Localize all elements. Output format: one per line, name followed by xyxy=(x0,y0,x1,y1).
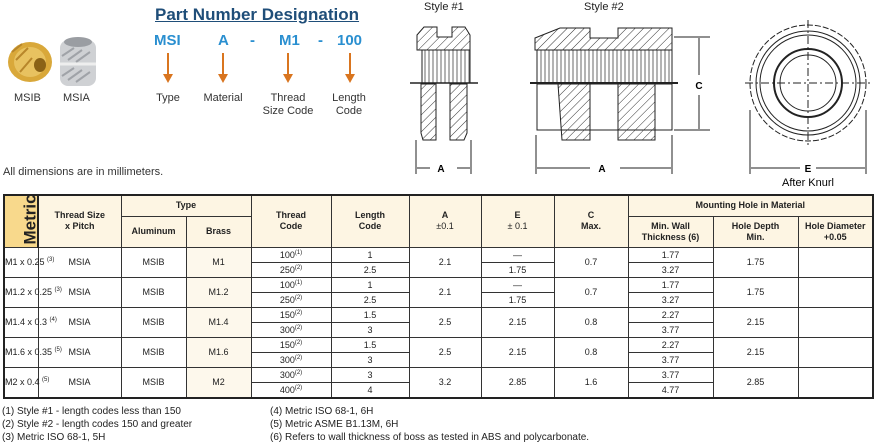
label-material: Material xyxy=(203,92,243,104)
header-thread-size: Thread Size x Pitch xyxy=(38,195,121,247)
table-row xyxy=(4,277,873,292)
cell-c: — xyxy=(481,247,554,262)
style2-label: Style #2 xyxy=(584,1,624,13)
cell-brass: MSIB xyxy=(121,247,186,277)
footnote-ref: (2) xyxy=(294,324,303,331)
header-e: E ± 0.1 xyxy=(481,195,554,247)
cell-c: 2.15 xyxy=(481,307,554,337)
cell-thread-code: M1.4 xyxy=(186,307,251,337)
header-hole-diameter: Hole Diameter +0.05 xyxy=(798,216,873,247)
cell-length-code xyxy=(251,337,331,352)
cell-c: 2.85 xyxy=(481,367,554,398)
cell-a: 4 xyxy=(331,382,409,398)
arrow-head-icon xyxy=(345,74,355,83)
cell-length-code xyxy=(251,307,331,322)
footnote-ref: (4) xyxy=(49,317,57,323)
cell-thread-code: M1.6 xyxy=(186,337,251,367)
cell-hole-depth: 3.27 xyxy=(628,292,713,307)
separator: - xyxy=(250,32,255,49)
cell-aluminum: MSIA xyxy=(38,277,121,307)
footnotes-left xyxy=(2,405,192,444)
cell-c: — xyxy=(481,277,554,292)
cell-thread-size xyxy=(4,307,57,337)
cell-brass: MSIB xyxy=(121,307,186,337)
after-knurl-label: After Knurl xyxy=(782,177,834,189)
footnote-ref: (2) xyxy=(294,354,303,361)
code-type: MSI xyxy=(154,32,181,49)
header-a: A ±0.1 xyxy=(409,195,481,247)
cell-hole-depth: 3.77 xyxy=(628,352,713,367)
product-label-msia: MSIA xyxy=(63,92,90,104)
footnote: (6) Refers to wall thickness of boss as tested in ABS and polycarbonate. xyxy=(270,432,590,443)
table-row xyxy=(4,247,873,262)
dim-a-label: A xyxy=(437,164,445,175)
cell-length-code xyxy=(251,352,331,367)
cell-thread-size xyxy=(4,367,50,398)
cell-hole-diameter: 2.85 xyxy=(713,367,798,398)
cell-length-code xyxy=(251,367,331,382)
msib-brass-insert-image xyxy=(8,42,52,82)
footnote: (3) Metric ISO 68-1, 5H xyxy=(2,432,106,443)
cell-thread-size xyxy=(4,277,62,307)
length-code-text: 300 xyxy=(279,324,295,335)
cell-length-code xyxy=(251,247,331,262)
cell-hole-diameter: 2.15 xyxy=(713,337,798,367)
footnote-ref: (2) xyxy=(294,369,303,376)
cell-thread-code: M1 xyxy=(186,247,251,277)
cell-e: 2.5 xyxy=(409,337,481,367)
cell-a: 3 xyxy=(331,367,409,382)
cell-length-code xyxy=(251,262,331,277)
cell-hole-diameter: 2.15 xyxy=(713,307,798,337)
cell-hole-diameter: 1.75 xyxy=(713,277,798,307)
footnote-ref: (2) xyxy=(294,264,303,271)
cell-a: 3 xyxy=(331,352,409,367)
msia-aluminum-insert-image xyxy=(60,37,96,86)
cell-hole-diameter: 1.75 xyxy=(713,247,798,277)
thread-size-text: M1 x 0.25 xyxy=(5,257,45,267)
dim-c-label: C xyxy=(695,81,703,92)
cell-aluminum: MSIA xyxy=(38,247,121,277)
style2-drawing xyxy=(530,28,710,174)
cell-min-wall: 0.7 xyxy=(554,277,628,307)
cell-e: 2.1 xyxy=(409,247,481,277)
cell-hole-depth: 3.77 xyxy=(628,322,713,337)
cell-e: 2.1 xyxy=(409,277,481,307)
cell-min-wall: 0.8 xyxy=(554,307,628,337)
cell-hole-depth: 3.27 xyxy=(628,262,713,277)
length-code-text: 100 xyxy=(279,249,295,260)
label-thread-size-code: Thread Size Code xyxy=(262,92,314,117)
product-photos xyxy=(2,30,102,90)
dimension-note: All dimensions are in millimeters. xyxy=(3,166,164,178)
cell-thread-size xyxy=(4,247,55,277)
header-aluminum: Aluminum xyxy=(121,216,186,247)
technical-drawings xyxy=(400,0,874,190)
metric-label: Metric xyxy=(20,194,40,245)
label-type: Type xyxy=(156,92,180,104)
cell-min-wall: 1.6 xyxy=(554,367,628,398)
cell-a: 1 xyxy=(331,247,409,262)
footnotes-right xyxy=(270,405,589,444)
cell-a: 2.5 xyxy=(331,292,409,307)
length-code-text: 100 xyxy=(279,279,295,290)
table-row xyxy=(4,337,873,352)
footnote-ref: (3) xyxy=(54,287,62,293)
thread-size-text: M1.2 x 0.25 xyxy=(5,287,53,297)
footnote-ref: (2) xyxy=(294,339,303,346)
product-label-msib: MSIB xyxy=(14,92,41,104)
dimensions-table xyxy=(3,194,874,399)
arrow-icon xyxy=(287,53,289,75)
style1-drawing xyxy=(410,27,478,174)
table-row xyxy=(4,367,873,382)
metric-band xyxy=(4,195,38,247)
style1-label: Style #1 xyxy=(424,1,464,13)
footnote-ref: (2) xyxy=(294,309,303,316)
cell-hole-depth: 4.77 xyxy=(628,382,713,398)
arrow-head-icon xyxy=(163,74,173,83)
cell-length-code xyxy=(251,322,331,337)
length-code-text: 150 xyxy=(279,309,295,320)
footnote: (1) Style #1 - length codes less than 150 xyxy=(2,406,181,417)
thread-size-text: M1.6 x 0.35 xyxy=(5,347,53,357)
cell-min-wall: 0.7 xyxy=(554,247,628,277)
cell-length-code xyxy=(251,382,331,398)
arrow-head-icon xyxy=(218,74,228,83)
footnote-ref: (2) xyxy=(294,384,303,391)
footnote: (2) Style #2 - length codes 150 and greater xyxy=(2,419,193,430)
cell-brass: MSIB xyxy=(121,367,186,398)
dim-a-label: A xyxy=(598,164,606,175)
cell-hole-depth: 2.27 xyxy=(628,337,713,352)
length-code-text: 300 xyxy=(279,354,295,365)
footnote-ref: (5) xyxy=(54,347,62,353)
code-material: A xyxy=(218,32,229,49)
code-length: 100 xyxy=(337,32,363,49)
length-code-text: 400 xyxy=(279,384,295,395)
cell-hole-depth: 1.77 xyxy=(628,247,713,262)
header-type: Type xyxy=(121,195,251,216)
cell-c: 1.75 xyxy=(481,292,554,307)
footnote-ref: (1) xyxy=(294,279,303,286)
length-code-text: 300 xyxy=(279,369,295,380)
cell-c: 2.15 xyxy=(481,337,554,367)
label-length-code: Length Code xyxy=(332,92,366,117)
footnote-ref: (2) xyxy=(294,294,303,301)
cell-a: 1 xyxy=(331,277,409,292)
cell-e: 2.5 xyxy=(409,307,481,337)
cell-thread-size xyxy=(4,337,62,367)
cell-a: 3 xyxy=(331,322,409,337)
header-length-code: Length Code xyxy=(331,195,409,247)
cell-thread-code: M1.2 xyxy=(186,277,251,307)
arrow-head-icon xyxy=(283,74,293,83)
cell-hole-depth: 2.27 xyxy=(628,307,713,322)
cell-brass: MSIB xyxy=(121,277,186,307)
cell-a: 1.5 xyxy=(331,307,409,322)
cell-thread-code: M2 xyxy=(186,367,251,398)
thread-size-text: M2 x 0.4 xyxy=(5,377,40,387)
cell-aluminum: MSIA xyxy=(38,337,121,367)
end-view-drawing xyxy=(745,20,872,174)
dim-e-label: E xyxy=(804,164,812,175)
length-code-text: 250 xyxy=(279,294,295,305)
cell-brass: MSIB xyxy=(121,337,186,367)
arrow-icon xyxy=(349,53,351,75)
cell-e: 3.2 xyxy=(409,367,481,398)
separator: - xyxy=(318,32,323,49)
header-mounting-hole: Mounting Hole in Material xyxy=(628,195,873,216)
thread-size-text: M1.4 x 0.3 xyxy=(5,317,48,327)
header-c: C Max. xyxy=(554,195,628,247)
footnote-ref: (3) xyxy=(47,257,55,263)
header-brass: Brass xyxy=(186,216,251,247)
cell-length-code xyxy=(251,292,331,307)
cell-c: 1.75 xyxy=(481,262,554,277)
cell-a: 2.5 xyxy=(331,262,409,277)
part-number-title: Part Number Designation xyxy=(155,5,360,24)
footnote: (5) Metric ASME B1.13M, 6H xyxy=(270,419,399,430)
cell-min-wall: 0.8 xyxy=(554,337,628,367)
cell-length-code xyxy=(251,277,331,292)
header-thread-code: Thread Code xyxy=(251,195,331,247)
footnote-ref: (5) xyxy=(42,377,50,383)
header-min-wall: Min. Wall Thickness (6) xyxy=(628,216,713,247)
table-row xyxy=(4,307,873,322)
cell-aluminum: MSIA xyxy=(38,367,121,398)
cell-hole-depth: 3.77 xyxy=(628,367,713,382)
arrow-icon xyxy=(222,53,224,75)
cell-a: 1.5 xyxy=(331,337,409,352)
cell-hole-depth: 1.77 xyxy=(628,277,713,292)
length-code-text: 150 xyxy=(279,339,295,350)
footnote: (4) Metric ISO 68-1, 6H xyxy=(270,406,374,417)
length-code-text: 250 xyxy=(279,264,295,275)
cell-aluminum: MSIA xyxy=(38,307,121,337)
footnote-ref: (1) xyxy=(294,249,303,256)
header-hole-depth: Hole Depth Min. xyxy=(713,216,798,247)
arrow-icon xyxy=(167,53,169,75)
code-thread-size: M1 xyxy=(279,32,300,49)
